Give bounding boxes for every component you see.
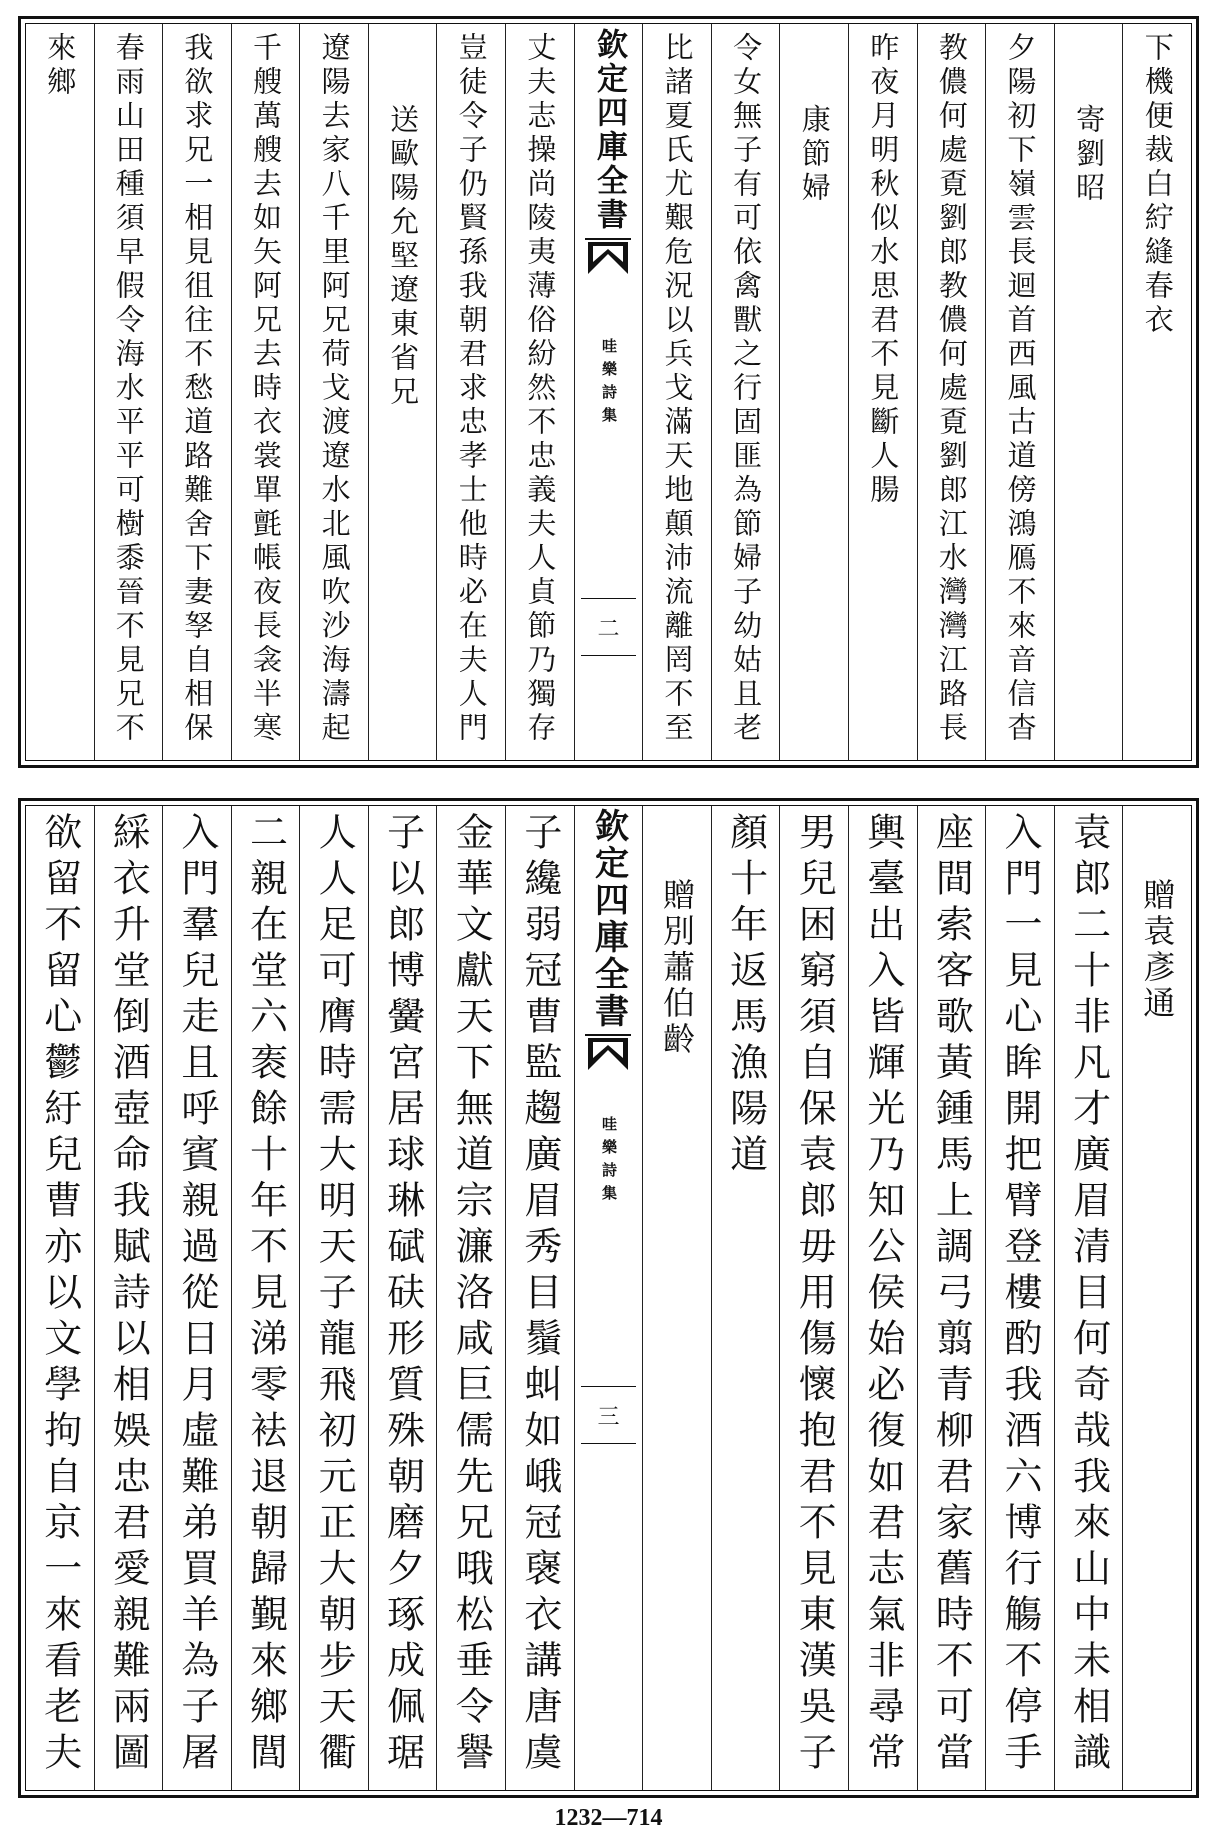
verse-column	[162, 806, 231, 1790]
verse-column	[94, 24, 163, 760]
verse-column	[642, 24, 711, 760]
verse-text: 丈夫志操尚陵夷薄俗紛然不忠義夫人貞節乃獨存	[523, 32, 558, 746]
verse-column	[26, 24, 94, 760]
verse-column	[848, 24, 917, 760]
center-fold-column	[574, 24, 643, 760]
verse-text: 入門羣兒走且呼賓親過從日月虛難弟買羊為子屠	[174, 812, 219, 1778]
plate-number: 1232—714	[554, 1805, 663, 1831]
poem-title: 送歐陽允堅遼東省兄	[386, 104, 421, 410]
verse-column	[368, 806, 437, 1790]
verse-column	[436, 806, 505, 1790]
poem-title-column	[1122, 806, 1191, 1790]
verse-text: 來鄉	[43, 32, 78, 100]
verse-text: 金華文獻天下無道宗濂洛咸巨儒先兄哦松垂令譽	[449, 812, 494, 1778]
verse-text: 夕陽初下嶺雲長迴首西風古道傍鴻鴈不來音信杳	[1003, 32, 1038, 746]
center-fold-column	[574, 806, 643, 1790]
verse-column	[162, 24, 231, 760]
verse-text: 遼陽去家八千里阿兄荷戈渡遼水北風吹沙海濤起	[317, 32, 352, 746]
verse-text: 顏十年返馬漁陽道	[723, 812, 768, 1180]
page-number: 二	[581, 598, 637, 656]
fishtail-mark-icon	[585, 238, 631, 276]
verse-text: 輿臺出入皆輝光乃知公侯始必復如君志氣非尋常	[860, 812, 905, 1778]
poem-title-column	[1054, 24, 1123, 760]
verse-text: 令女無子有可依禽獸之行固匪為節婦子幼姑且老	[729, 32, 764, 746]
page-number: 三	[581, 1386, 637, 1444]
verse-column	[231, 806, 300, 1790]
poem-title-column	[642, 806, 711, 1790]
verse-column	[505, 24, 574, 760]
poem-title: 康節婦	[797, 104, 832, 206]
verse-column	[26, 806, 94, 1790]
verse-text: 教儂何處覔劉郎教儂何處覔劉郎江水灣灣江路長	[934, 32, 969, 746]
verse-column	[779, 806, 848, 1790]
verse-text: 二親在堂六袠餘十年不見涕零袪退朝歸覲來鄉閭	[243, 812, 288, 1778]
verse-column	[711, 806, 780, 1790]
poem-title: 寄劉昭	[1072, 104, 1107, 206]
fishtail-mark-icon	[585, 1034, 631, 1072]
verse-text: 子以郎博黌宮居球琳碔砆形質殊朝磨夕琢成佩琚	[380, 812, 425, 1778]
poem-title-column	[368, 24, 437, 760]
verse-column	[299, 806, 368, 1790]
book-title: 哇樂詩集	[599, 338, 618, 430]
series-title: 欽定四庫全書	[588, 808, 629, 1030]
verse-column	[917, 806, 986, 1790]
lower-page-frame	[25, 805, 1192, 1791]
upper-page	[18, 16, 1199, 768]
poem-title: 贈袁彥通	[1138, 878, 1177, 1022]
verse-column	[848, 806, 917, 1790]
verse-text: 下機便裁白紵縫春衣	[1140, 32, 1175, 338]
verse-text: 昨夜月明秋似水思君不見斷人腸	[866, 32, 901, 508]
verse-column	[917, 24, 986, 760]
verse-column	[231, 24, 300, 760]
lower-page	[18, 798, 1199, 1798]
verse-column	[711, 24, 780, 760]
upper-page-frame	[25, 23, 1192, 761]
verse-text: 座間索客歌黃鍾馬上調弓翦青柳君家舊時不可當	[929, 812, 974, 1778]
verse-text: 我欲求兄一相見徂往不愁道路難舍下妻孥自相保	[180, 32, 215, 746]
verse-column	[436, 24, 505, 760]
verse-text: 欲留不留心鬱紆兒曹亦以文學拘自京一來看老夫	[37, 812, 82, 1778]
verse-text: 綵衣升堂倒酒壺命我賦詩以相娛忠君愛親難兩圖	[106, 812, 151, 1778]
verse-column	[1122, 24, 1191, 760]
verse-column	[1054, 806, 1123, 1790]
series-title: 欽定四庫全書	[590, 28, 627, 232]
book-title: 哇樂詩集	[599, 1116, 618, 1208]
verse-column	[985, 24, 1054, 760]
verse-column	[299, 24, 368, 760]
poem-title-column	[779, 24, 848, 760]
verse-text: 入門一見心眸開把臂登樓酌我酒六博行觴不停手	[998, 812, 1043, 1778]
verse-text: 比諸夏氏尤艱危況以兵戈滿天地顛沛流離罔不至	[660, 32, 695, 746]
poem-title: 贈別蕭伯齡	[658, 878, 697, 1058]
verse-text: 男兒困窮須自保袁郎毋用傷懷抱君不見東漢吳子	[792, 812, 837, 1778]
verse-text: 春雨山田種須早假令海水平平可樹黍晉不見兄不	[111, 32, 146, 746]
verse-column	[985, 806, 1054, 1790]
verse-text: 子纔弱冠曹監趨廣眉秀目鬚虯如峨冠襃衣講唐虞	[517, 812, 562, 1778]
verse-text: 豈徒令子仍賢孫我朝君求忠孝士他時必在夫人門	[454, 32, 489, 746]
verse-column	[505, 806, 574, 1790]
verse-text: 袁郎二十非凡才廣眉清目何奇哉我來山中未相識	[1066, 812, 1111, 1778]
verse-column	[94, 806, 163, 1790]
verse-text: 人人足可膺時需大明天子龍飛初元正大朝步天衢	[312, 812, 357, 1778]
verse-text: 千艘萬艘去如矢阿兄去時衣裳單氈帳夜長衾半寒	[248, 32, 283, 746]
